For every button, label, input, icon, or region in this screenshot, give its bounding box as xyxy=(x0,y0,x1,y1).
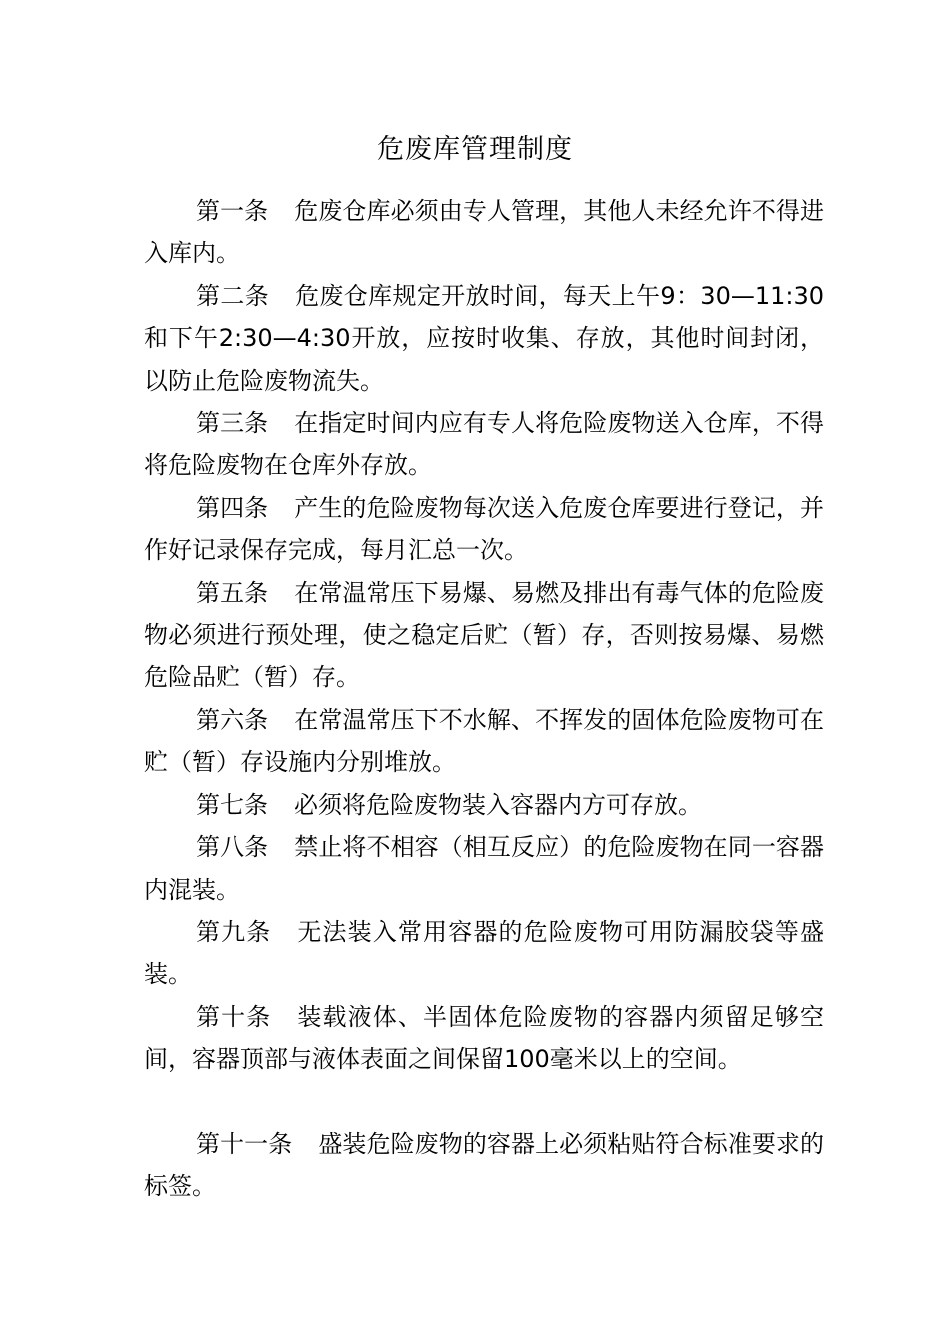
article-1 xyxy=(144,190,824,275)
article-9 xyxy=(144,911,824,996)
article-text: 必须将危险废物装入容器内方可存放。 xyxy=(294,790,702,819)
article-text: 禁止将不相容（相互反应）的危险废物在同一容器内混装。 xyxy=(144,833,824,904)
article-number: 第七条 xyxy=(196,790,268,819)
article-11 xyxy=(144,1123,824,1208)
article-number: 第三条 xyxy=(196,409,269,438)
article-text: 无法装入常用容器的危险废物可用防漏胶袋等盛装。 xyxy=(144,917,825,989)
article-text: 盛装危险废物的容器上必须粘贴符合标准要求的标签。 xyxy=(144,1129,825,1200)
article-number: 第八条 xyxy=(196,833,269,862)
article-5 xyxy=(144,572,824,699)
article-number: 第九条 xyxy=(196,917,272,946)
article-7 xyxy=(144,784,824,826)
article-text: 在常温常压下易爆、易燃及排出有毒气体的危险废物必须进行预处理，使之稳定后贮（暂）存，否则按易爆、易燃危险品贮（暂）存。 xyxy=(144,578,824,692)
article-text: 危废仓库必须由专人管理，其他人未经允许不得进入库内。 xyxy=(144,197,824,268)
article-text: 装载液体、半固体危险废物的容器内须留足够空间，容器顶部与液体表面之间保留100毫米以上的空间。 xyxy=(144,1002,825,1074)
article-text: 产生的危险废物每次送入危废仓库要进行登记，并作好记录保存完成，每月汇总一次。 xyxy=(144,493,824,565)
document-body xyxy=(144,190,824,1207)
article-10 xyxy=(144,996,824,1081)
article-text: 在常温常压下不水解、不挥发的固体危险废物可在贮（暂）存设施内分别堆放。 xyxy=(144,705,824,777)
article-2 xyxy=(144,275,824,402)
article-6 xyxy=(144,699,824,784)
document-title: 危废库管理制度 xyxy=(377,134,573,165)
article-8 xyxy=(144,826,824,911)
article-4 xyxy=(144,487,824,572)
article-number: 第十条 xyxy=(196,1002,272,1031)
article-number: 第四条 xyxy=(196,493,269,522)
article-number: 第六条 xyxy=(196,705,269,734)
article-number: 第二条 xyxy=(196,281,270,310)
article-number: 第五条 xyxy=(196,578,269,607)
article-number: 第一条 xyxy=(196,197,269,225)
article-number: 第十一条 xyxy=(196,1129,293,1158)
article-text: 危废仓库规定开放时间，每天上午9：30—11:30和下午2:30—4:30开放，应按时收集、存放，其他时间封闭，以防止危险废物流失。 xyxy=(144,281,824,395)
article-text: 在指定时间内应有专人将危险废物送入仓库，不得将危险废物在仓库外存放。 xyxy=(144,409,824,480)
article-3 xyxy=(144,402,824,487)
